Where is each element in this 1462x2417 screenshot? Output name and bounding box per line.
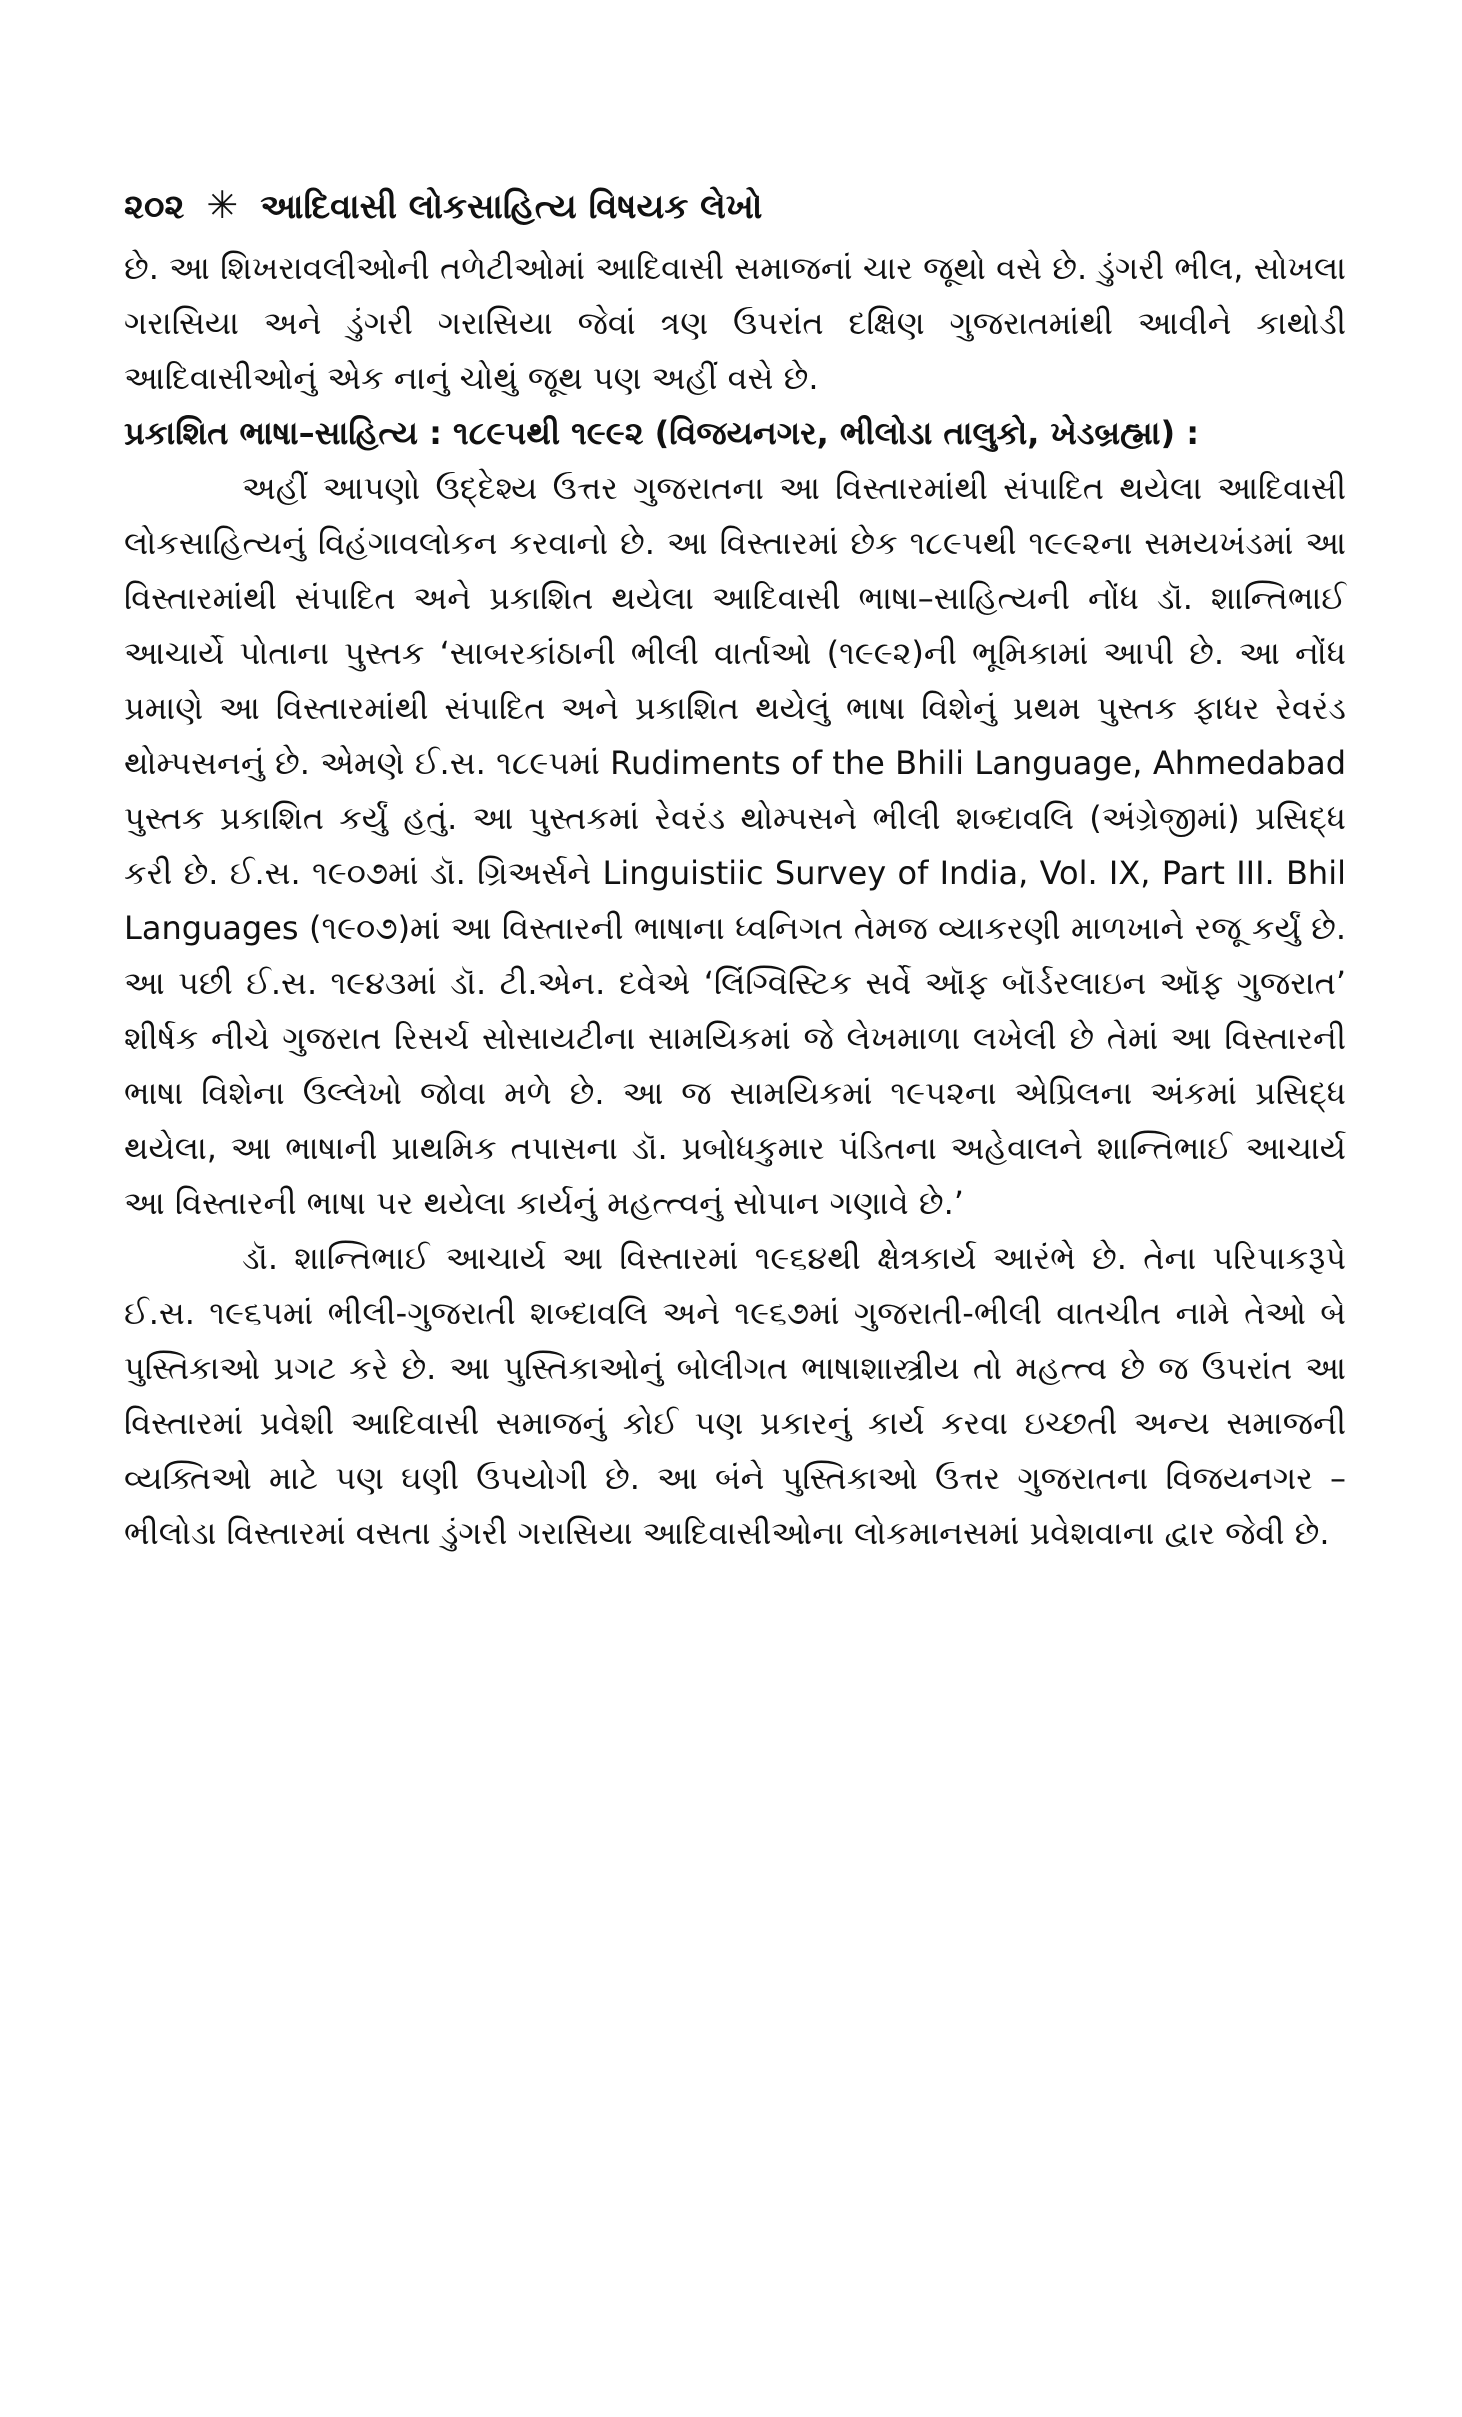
section-heading: પ્રકાશિત ભાષા–સાહિત્ય : ૧૮૯૫થી ૧૯૯૨ (વિજયનગર, ભીલોડા તાલુકો, ખેડબ્રહ્મા) : — [124, 414, 1200, 452]
book-title: આદિવાસી લોકસાહિત્ય વિષયક લેખો — [260, 187, 763, 227]
paragraph-2: અહીં આપણો ઉદ્દેશ્ય ઉત્તર ગુજરાતના આ વિસ્તારમાંથી સંપાદિત થયેલા આદિવાસી લોકસાહિત્યનું વિહંગાવલોકન કરવાનો છે. આ વિસ્તારમાં છેક ૧૮૯૫થી ૧૯૯૨ના સમયખંડમાં આ વિસ્તારમાંથી સંપાદિત અને પ્રકાશિત થયેલા આદિવાસી ભાષા–સાહિત્યની નોંધ ડૉ. શાન્તિભાઈ આચાર્યે પોતાના પુસ્તક ‘સાબરકાંઠાની ભીલી વાર્તાઓ (૧૯૯૨)ની ભૂમિકામાં આપી છે. આ નોંધ પ્રમાણે આ વિસ્તારમાંથી સંપાદિત અને પ્રકાશિત થયેલું ભાષા વિશેનું પ્રથમ પુસ્તક ફાધર રેવરંડ થોમ્પસનનું છે. એમણે ઈ.સ. ૧૮૯૫માં Rudiments of the Bhili Language, Ahmedabad પુસ્તક પ્રકાશિત કર્યું હતું. આ પુસ્તકમાં રેવરંડ થોમ્પસને ભીલી શબ્દાવલિ (અંગ્રેજીમાં) પ્રસિદ્ધ કરી છે. ઈ.સ. ૧૯૦૭માં ડૉ. ગ્રિઅર્સને Linguistiic Survey of India, Vol. IX, Part III. Bhil Languages (૧૯૦૭)માં આ વિસ્તારની ભાષાના ધ્વનિગત તેમજ વ્યાકરણી માળખાને રજૂ કર્યું છે. આ પછી ઈ.સ. ૧૯૪૩માં ડૉ. ટી.એન. દવેએ ‘લિંગ્વિસ્ટિક સર્વે ઑફ બૉર્ડરલાઇન ઑફ ગુજરાત’ શીર્ષક નીચે ગુજરાત રિસર્ચ સોસાયટીના સામયિકમાં જે લેખમાળા લખેલી છે તેમાં આ વિસ્તારની ભાષા વિશેના ઉલ્લેખો જોવા મળે છે. આ જ સામયિકમાં ૧૯૫૨ના એપ્રિલના અંકમાં પ્રસિદ્ધ થયેલા, આ ભાષાની પ્રાથમિક તપાસના ડૉ. પ્રબોધકુમાર પંડિતના અહેવાલને શાન્તિભાઈ આચાર્ય આ વિસ્તારની ભાષા પર થયેલા કાર્યનું મહત્ત્વનું સોપાન ગણાવે છે.’ — [124, 469, 1346, 1222]
page-number: ૨૦૨ — [124, 187, 185, 227]
paragraph-3: ડૉ. શાન્તિભાઈ આચાર્ય આ વિસ્તારમાં ૧૯૬૪થી ક્ષેત્રકાર્ય આરંભે છે. તેના પરિપાકરૂપે ઈ.સ. ૧૯૬૫માં ભીલી-ગુજરાતી શબ્દાવલિ અને ૧૯૬૭માં ગુજરાતી-ભીલી વાતચીત નામે તેઓ બે પુસ્તિકાઓ પ્રગટ કરે છે. આ પુસ્તિકાઓનું બોલીગત ભાષાશાસ્ત્રીય તો મહત્ત્વ છે જ ઉપરાંત આ વિસ્તારમાં પ્રવેશી આદિવાસી સમાજનું કોઈ પણ પ્રકારનું કાર્ય કરવા ઇચ્છતી અન્ય સમાજની વ્યક્તિઓ માટે પણ ઘણી ઉપયોગી છે. આ બંને પુસ્તિકાઓ ઉત્તર ગુજરાતના વિજયનગર – ભીલોડા વિસ્તારમાં વસતા ડુંગરી ગરાસિયા આદિવાસીઓના લોકમાનસમાં પ્રવેશવાના દ્વાર જેવી છે. — [124, 1239, 1346, 1552]
asterisk-icon: ✳ — [206, 183, 239, 227]
book-page — [124, 178, 1346, 1561]
running-header — [124, 178, 1346, 235]
paragraph-1: છે. આ શિખરાવલીઓની તળેટીઓમાં આદિવાસી સમાજનાં ચાર જૂથો વસે છે. ડુંગરી ભીલ, સોખલા ગરાસિયા અને ડુંગરી ગરાસિયા જેવાં ત્રણ ઉપરાંત દક્ષિણ ગુજરાતમાંથી આવીને કાથોડી આદિવાસીઓનું એક નાનું ચોથું જૂથ પણ અહીં વસે છે. — [124, 249, 1346, 397]
